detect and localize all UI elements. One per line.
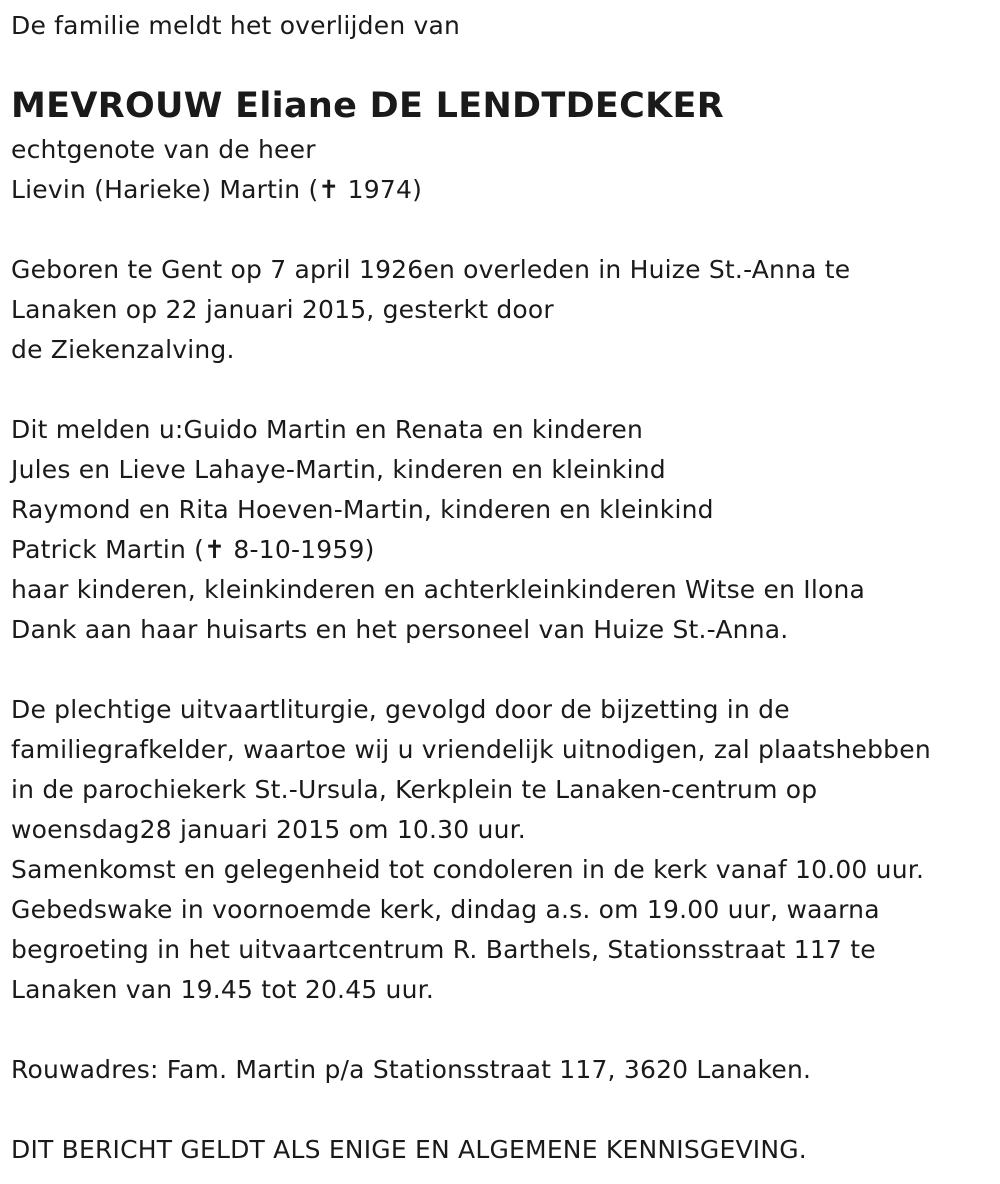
funeral-line: De plechtige uitvaartliturgie, gevolgd door de bijzetting in de [11, 695, 790, 724]
death-notice [11, 6, 991, 1170]
funeral-line: Lanaken van 19.45 tot 20.45 uur. [11, 975, 434, 1004]
spouse-line: echtgenote van de heer [11, 135, 316, 164]
family-line: Jules en Lieve Lahaye-Martin, kinderen en kleinkind [11, 455, 666, 484]
mourning-address: Rouwadres: Fam. Martin p/a Stationsstraat 117, 3620 Lanaken. [11, 1055, 812, 1084]
paragraph-gap [11, 370, 991, 410]
intro-text: De familie meldt het overlijden van [11, 11, 461, 40]
funeral-line: in de parochiekerk St.-Ursula, Kerkplein te Lanaken-centrum op [11, 775, 818, 804]
paragraph-gap [11, 1090, 991, 1130]
deceased-name: MEVROUW Eliane DE LENDTDECKER [11, 86, 725, 126]
family-line: Patrick Martin (✝ 8-10-1959) [11, 535, 375, 564]
paragraph-gap [11, 1010, 991, 1050]
spouse-line: Lievin (Harieke) Martin (✝ 1974) [11, 175, 423, 204]
notice-text: DIT BERICHT GELDT ALS ENIGE EN ALGEMENE KENNISGEVING. [11, 1135, 807, 1164]
spouse-block [11, 130, 991, 210]
family-line: Dit melden u:Guido Martin en Renata en kinderen [11, 415, 643, 444]
birth-death-line: Lanaken op 22 januari 2015, gesterkt door [11, 295, 554, 324]
paragraph-gap [11, 210, 991, 250]
paragraph-gap [11, 650, 991, 690]
funeral-line: woensdag28 januari 2015 om 10.30 uur. [11, 815, 526, 844]
family-line: Raymond en Rita Hoeven-Martin, kinderen en kleinkind [11, 495, 714, 524]
funeral-line: familiegrafkelder, waartoe wij u vriendelijk uitnodigen, zal plaatshebben [11, 735, 931, 764]
funeral-line: Gebedswake in voornoemde kerk, dindag a.s. om 19.00 uur, waarna [11, 895, 880, 924]
funeral-line: Samenkomst en gelegenheid tot condoleren in de kerk vanaf 10.00 uur. [11, 855, 925, 884]
birth-death-line: Geboren te Gent op 7 april 1926en overleden in Huize St.-Anna te [11, 255, 851, 284]
family-block [11, 410, 991, 650]
family-line: haar kinderen, kleinkinderen en achterkleinkinderen Witse en Ilona [11, 575, 866, 604]
funeral-line: begroeting in het uitvaartcentrum R. Barthels, Stationsstraat 117 te [11, 935, 876, 964]
family-line: Dank aan haar huisarts en het personeel van Huize St.-Anna. [11, 615, 789, 644]
birth-death-block [11, 250, 991, 370]
birth-death-line: de Ziekenzalving. [11, 335, 235, 364]
funeral-block [11, 690, 991, 1010]
